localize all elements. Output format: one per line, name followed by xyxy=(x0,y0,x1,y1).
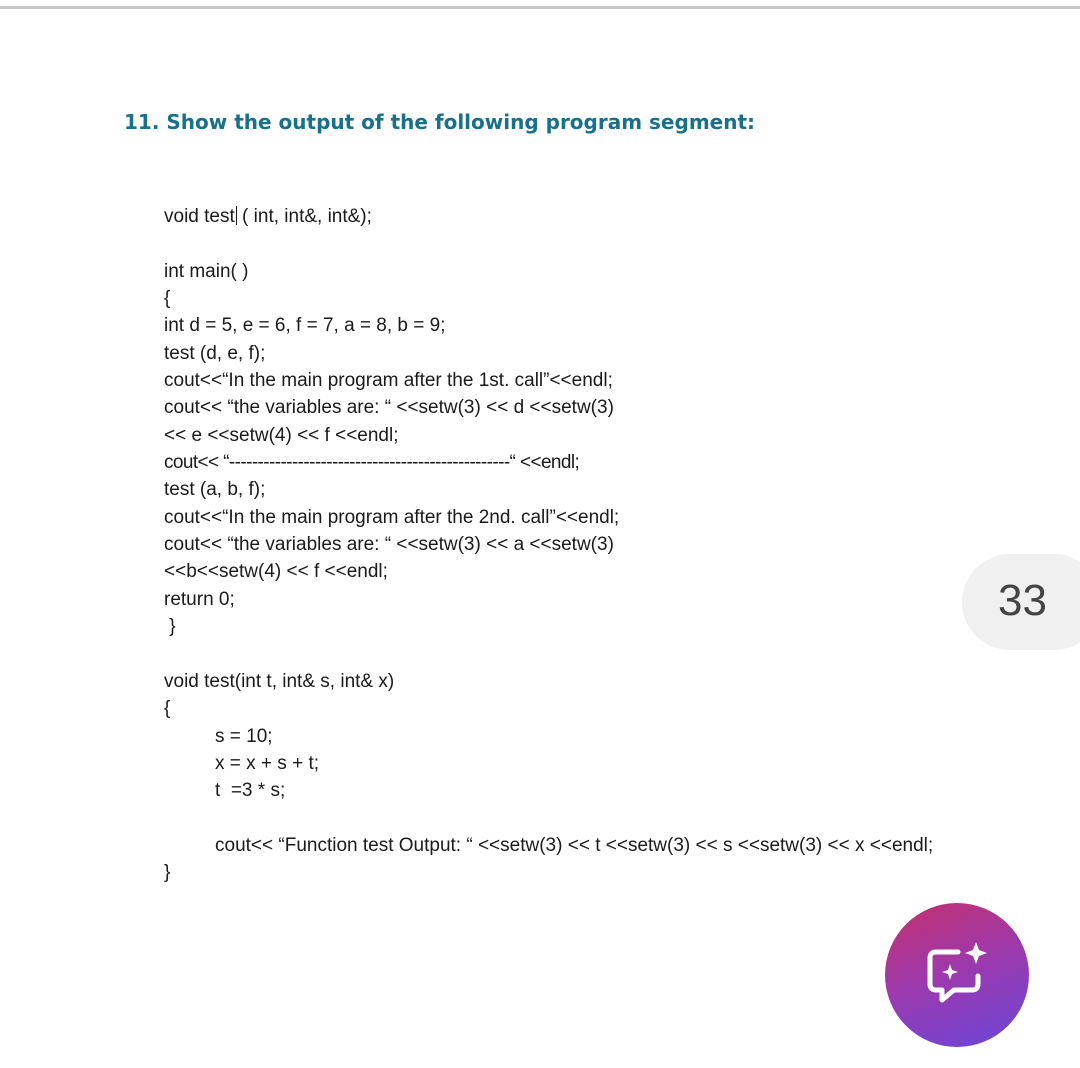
code-line: cout<<“In the main program after the 2nd. call”<<endl; xyxy=(164,507,620,528)
top-divider xyxy=(0,6,1080,9)
question-heading: 11. Show the output of the following program segment: xyxy=(124,110,756,134)
code-line: cout<< “the variables are: “ <<setw(3) << d <<setw(3) xyxy=(164,397,614,418)
code-line: cout<< “Function test Output: “ <<setw(3) << t <<setw(3) << s <<setw(3) << x <<endl; xyxy=(215,835,934,856)
code-line: s = 10; xyxy=(215,726,273,747)
code-line: { xyxy=(164,288,171,309)
code-line: int d = 5, e = 6, f = 7, a = 8, b = 9; xyxy=(164,315,446,336)
code-line: { xyxy=(164,698,171,719)
code-line: } xyxy=(164,862,171,883)
ai-chat-sparkle-icon xyxy=(918,936,996,1014)
code-line: cout<< “the variables are: “ <<setw(3) << a <<setw(3) xyxy=(164,534,614,555)
prototype-line xyxy=(164,206,372,228)
code-line: t =3 * s; xyxy=(215,780,286,801)
code-line: <<b<<setw(4) << f <<endl; xyxy=(164,561,388,582)
code-line: cout<< “-------------------------------------------------“ <<endl; xyxy=(164,452,580,473)
ai-assistant-button[interactable] xyxy=(885,903,1029,1047)
code-line: return 0; xyxy=(164,589,235,610)
test-function-header: void test(int t, int& s, int& x) xyxy=(164,671,395,692)
prototype-after-cursor: ( int, int&, int&); xyxy=(236,206,372,227)
code-line: } xyxy=(164,616,176,637)
code-line: cout<<“In the main program after the 1st. call”<<endl; xyxy=(164,370,613,391)
code-line: test (d, e, f); xyxy=(164,343,266,364)
code-line: test (a, b, f); xyxy=(164,479,266,500)
page-number: 33 xyxy=(998,576,1047,625)
code-line: x = x + s + t; xyxy=(215,753,320,774)
code-line: int main( ) xyxy=(164,261,249,282)
prototype-before-cursor: void test xyxy=(164,206,235,227)
code-line: << e <<setw(4) << f <<endl; xyxy=(164,425,399,446)
